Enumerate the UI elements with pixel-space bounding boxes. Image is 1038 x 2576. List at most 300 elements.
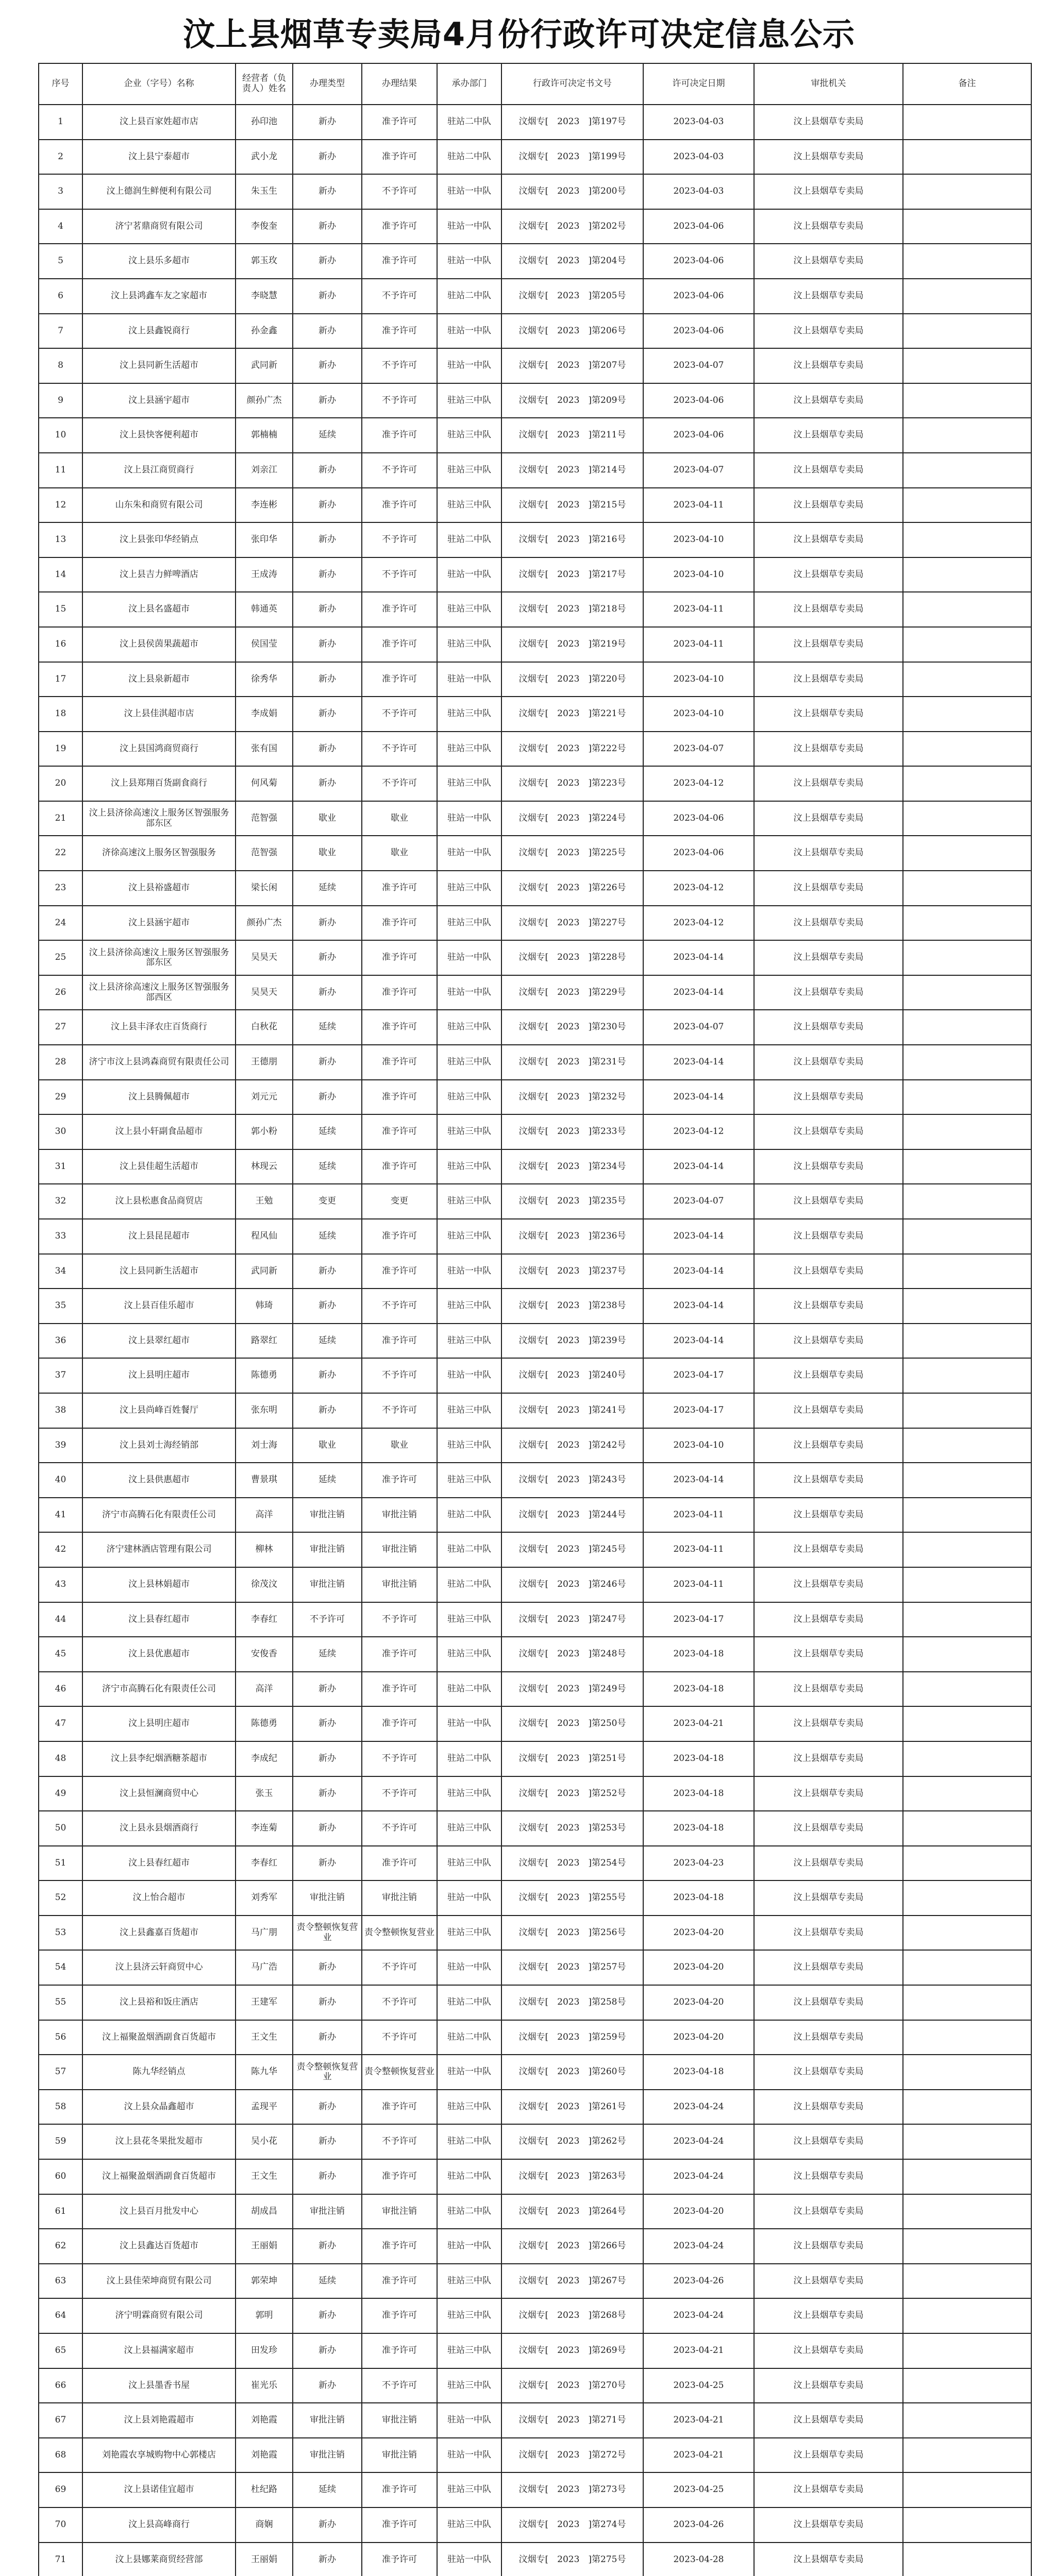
cell-seq: 55 (39, 1985, 82, 2020)
cell-operator: 程风仙 (236, 1219, 293, 1254)
cell-doc-number: 汶烟专[ 2023 ]第244号 (501, 1498, 643, 1533)
cell-date: 2023-04-07 (643, 1010, 754, 1045)
cell-seq: 12 (39, 488, 82, 523)
cell-type: 新办 (293, 2090, 362, 2125)
cell-doc-number: 汶烟专[ 2023 ]第250号 (501, 1706, 643, 1741)
cell-authority: 汶上县烟草专卖局 (754, 1463, 903, 1498)
cell-seq: 60 (39, 2159, 82, 2194)
cell-seq: 11 (39, 453, 82, 488)
cell-result: 准予许可 (362, 1149, 437, 1184)
table-row (39, 1916, 1031, 1951)
cell-authority: 汶上县烟草专卖局 (754, 2438, 903, 2473)
cell-result: 准予许可 (362, 627, 437, 662)
cell-doc-number: 汶烟专[ 2023 ]第240号 (501, 1358, 643, 1393)
table-row (39, 1393, 1031, 1428)
cell-company: 济宁市高腾石化有限责任公司 (82, 1498, 236, 1533)
table-row (39, 801, 1031, 836)
cell-operator: 张有国 (236, 732, 293, 767)
cell-doc-number: 汶烟专[ 2023 ]第242号 (501, 1428, 643, 1463)
cell-authority: 汶上县烟草专卖局 (754, 209, 903, 244)
cell-type: 新办 (293, 2159, 362, 2194)
cell-remarks (903, 2507, 1031, 2543)
cell-authority: 汶上县烟草专卖局 (754, 1567, 903, 1602)
cell-date: 2023-04-26 (643, 2507, 754, 2543)
cell-remarks (903, 732, 1031, 767)
cell-type: 审批注销 (293, 1567, 362, 1602)
cell-result: 准予许可 (362, 1080, 437, 1115)
table-row (39, 1289, 1031, 1324)
cell-company: 汶上县名盛超市 (82, 592, 236, 627)
table-row (39, 906, 1031, 941)
cell-seq: 5 (39, 244, 82, 279)
header-company: 企业（字号）名称 (82, 63, 236, 105)
cell-authority: 汶上县烟草专卖局 (754, 1776, 903, 1811)
cell-company: 汶上县林娟超市 (82, 1567, 236, 1602)
cell-doc-number: 汶烟专[ 2023 ]第257号 (501, 1950, 643, 1985)
cell-seq: 31 (39, 1149, 82, 1184)
cell-remarks (903, 1184, 1031, 1219)
cell-date: 2023-04-06 (643, 801, 754, 836)
cell-date: 2023-04-12 (643, 906, 754, 941)
cell-date: 2023-04-17 (643, 1393, 754, 1428)
table-row (39, 2055, 1031, 2090)
cell-result: 准予许可 (362, 2229, 437, 2264)
cell-remarks (903, 1602, 1031, 1637)
cell-type: 新办 (293, 1985, 362, 2020)
cell-department: 驻站一中队 (437, 1358, 501, 1393)
table-row (39, 1114, 1031, 1149)
table-row (39, 209, 1031, 244)
cell-authority: 汶上县烟草专卖局 (754, 488, 903, 523)
cell-date: 2023-04-10 (643, 522, 754, 557)
cell-remarks (903, 940, 1031, 975)
table-row (39, 766, 1031, 801)
cell-type: 歇业 (293, 1428, 362, 1463)
cell-seq: 13 (39, 522, 82, 557)
cell-operator: 郭小粉 (236, 1114, 293, 1149)
cell-operator: 王丽娟 (236, 2229, 293, 2264)
cell-type: 新办 (293, 209, 362, 244)
cell-company: 汶上县墨香书屋 (82, 2368, 236, 2403)
cell-department: 驻站二中队 (437, 2020, 501, 2055)
table-row (39, 1463, 1031, 1498)
cell-department: 驻站三中队 (437, 906, 501, 941)
cell-result: 责令整顿恢复营业 (362, 1916, 437, 1951)
cell-type: 延续 (293, 1149, 362, 1184)
cell-type: 新办 (293, 1358, 362, 1393)
cell-operator: 刘艳霞 (236, 2403, 293, 2438)
cell-department: 驻站三中队 (437, 2333, 501, 2368)
cell-remarks (903, 1880, 1031, 1916)
table-row (39, 140, 1031, 175)
cell-type: 新办 (293, 592, 362, 627)
cell-authority: 汶上县烟草专卖局 (754, 418, 903, 453)
cell-result: 准予许可 (362, 662, 437, 697)
table-row (39, 2090, 1031, 2125)
cell-company: 汶上县泉新超市 (82, 662, 236, 697)
table-row (39, 2368, 1031, 2403)
cell-department: 驻站二中队 (437, 1741, 501, 1776)
cell-operator: 王德朋 (236, 1045, 293, 1080)
cell-seq: 61 (39, 2194, 82, 2229)
cell-authority: 汶上县烟草专卖局 (754, 732, 903, 767)
cell-date: 2023-04-07 (643, 348, 754, 383)
cell-department: 驻站二中队 (437, 140, 501, 175)
cell-remarks (903, 1149, 1031, 1184)
cell-company: 汶上县高峰商行 (82, 2507, 236, 2543)
table-row (39, 1254, 1031, 1289)
cell-result: 准予许可 (362, 1637, 437, 1672)
cell-remarks (903, 1741, 1031, 1776)
cell-company: 汶上县济徐高速汶上服务区智强服务部西区 (82, 975, 236, 1010)
header-type: 办理类型 (293, 63, 362, 105)
cell-remarks (903, 1114, 1031, 1149)
cell-remarks (903, 1080, 1031, 1115)
cell-authority: 汶上县烟草专卖局 (754, 2020, 903, 2055)
cell-operator: 刘亲江 (236, 453, 293, 488)
cell-result: 准予许可 (362, 1846, 437, 1881)
cell-company: 汶上怡合超市 (82, 1880, 236, 1916)
cell-type: 新办 (293, 766, 362, 801)
cell-company: 汶上县花冬果批发超市 (82, 2124, 236, 2159)
cell-result: 不予许可 (362, 2124, 437, 2159)
cell-doc-number: 汶烟专[ 2023 ]第259号 (501, 2020, 643, 2055)
cell-date: 2023-04-18 (643, 1637, 754, 1672)
cell-department: 驻站三中队 (437, 418, 501, 453)
cell-remarks (903, 592, 1031, 627)
cell-result: 准予许可 (362, 1672, 437, 1707)
cell-type: 变更 (293, 1184, 362, 1219)
cell-result: 准予许可 (362, 871, 437, 906)
cell-type: 新办 (293, 2020, 362, 2055)
cell-result: 不予许可 (362, 383, 437, 418)
cell-seq: 10 (39, 418, 82, 453)
cell-seq: 15 (39, 592, 82, 627)
cell-seq: 40 (39, 1463, 82, 1498)
cell-result: 审批注销 (362, 1532, 437, 1567)
cell-company: 汶上县诺佳宜超市 (82, 2472, 236, 2507)
cell-seq: 42 (39, 1532, 82, 1567)
cell-operator: 白秋花 (236, 1010, 293, 1045)
cell-result: 准予许可 (362, 940, 437, 975)
cell-date: 2023-04-18 (643, 1811, 754, 1846)
cell-remarks (903, 2055, 1031, 2090)
cell-date: 2023-04-14 (643, 1254, 754, 1289)
cell-type: 新办 (293, 662, 362, 697)
cell-remarks (903, 314, 1031, 349)
cell-operator: 颜孙广杰 (236, 383, 293, 418)
table-row (39, 1010, 1031, 1045)
cell-seq: 7 (39, 314, 82, 349)
cell-result: 责令整顿恢复营业 (362, 2055, 437, 2090)
cell-company: 汶上县佳淇超市店 (82, 697, 236, 732)
cell-type: 新办 (293, 314, 362, 349)
cell-authority: 汶上县烟草专卖局 (754, 2194, 903, 2229)
cell-date: 2023-04-06 (643, 314, 754, 349)
cell-operator: 李俊奎 (236, 209, 293, 244)
cell-operator: 胡成昌 (236, 2194, 293, 2229)
table-row (39, 1498, 1031, 1533)
cell-result: 不予许可 (362, 1985, 437, 2020)
cell-doc-number: 汶烟专[ 2023 ]第269号 (501, 2333, 643, 2368)
cell-department: 驻站三中队 (437, 488, 501, 523)
header-operator: 经营者（负责人）姓名 (236, 63, 293, 105)
cell-remarks (903, 418, 1031, 453)
cell-operator: 李成娟 (236, 697, 293, 732)
cell-remarks (903, 279, 1031, 314)
cell-date: 2023-04-14 (643, 940, 754, 975)
cell-authority: 汶上县烟草专卖局 (754, 2368, 903, 2403)
cell-company: 济宁明霖商贸有限公司 (82, 2298, 236, 2333)
table-row (39, 488, 1031, 523)
cell-doc-number: 汶烟专[ 2023 ]第205号 (501, 279, 643, 314)
cell-type: 新办 (293, 488, 362, 523)
cell-company: 汶上县济徐高速汶上服务区智强服务部东区 (82, 940, 236, 975)
cell-company: 汶上县宁泰超市 (82, 140, 236, 175)
cell-department: 驻站二中队 (437, 2159, 501, 2194)
cell-authority: 汶上县烟草专卖局 (754, 1916, 903, 1951)
cell-remarks (903, 453, 1031, 488)
cell-operator: 王勉 (236, 1184, 293, 1219)
cell-operator: 李成纪 (236, 1741, 293, 1776)
cell-doc-number: 汶烟专[ 2023 ]第248号 (501, 1637, 643, 1672)
cell-company: 汶上县刘艳霞超市 (82, 2403, 236, 2438)
cell-remarks (903, 2194, 1031, 2229)
cell-date: 2023-04-14 (643, 1219, 754, 1254)
cell-doc-number: 汶烟专[ 2023 ]第232号 (501, 1080, 643, 1115)
table-row (39, 1985, 1031, 2020)
cell-remarks (903, 2229, 1031, 2264)
cell-type: 新办 (293, 557, 362, 592)
cell-company: 济宁茗鼎商贸有限公司 (82, 209, 236, 244)
cell-doc-number: 汶烟专[ 2023 ]第216号 (501, 522, 643, 557)
cell-department: 驻站三中队 (437, 383, 501, 418)
cell-doc-number: 汶烟专[ 2023 ]第274号 (501, 2507, 643, 2543)
table-row (39, 2543, 1031, 2576)
table-row (39, 1637, 1031, 1672)
cell-department: 驻站一中队 (437, 1254, 501, 1289)
cell-result: 准予许可 (362, 1463, 437, 1498)
cell-result: 不予许可 (362, 2368, 437, 2403)
cell-authority: 汶上县烟草专卖局 (754, 766, 903, 801)
cell-authority: 汶上县烟草专卖局 (754, 1672, 903, 1707)
table-row (39, 1602, 1031, 1637)
cell-operator: 张印华 (236, 522, 293, 557)
cell-operator: 林现云 (236, 1149, 293, 1184)
cell-doc-number: 汶烟专[ 2023 ]第271号 (501, 2403, 643, 2438)
cell-company: 汶上县乐多超市 (82, 244, 236, 279)
cell-company: 汶上县百佳乐超市 (82, 1289, 236, 1324)
cell-remarks (903, 1324, 1031, 1359)
cell-seq: 14 (39, 557, 82, 592)
cell-operator: 刘元元 (236, 1080, 293, 1115)
cell-remarks (903, 2333, 1031, 2368)
cell-type: 延续 (293, 871, 362, 906)
cell-company: 汶上县快客便利超市 (82, 418, 236, 453)
cell-department: 驻站一中队 (437, 1706, 501, 1741)
cell-date: 2023-04-11 (643, 1567, 754, 1602)
cell-type: 新办 (293, 522, 362, 557)
cell-authority: 汶上县烟草专卖局 (754, 1184, 903, 1219)
cell-result: 不予许可 (362, 1289, 437, 1324)
cell-remarks (903, 557, 1031, 592)
cell-doc-number: 汶烟专[ 2023 ]第206号 (501, 314, 643, 349)
cell-doc-number: 汶烟专[ 2023 ]第235号 (501, 1184, 643, 1219)
cell-remarks (903, 1985, 1031, 2020)
table-row (39, 871, 1031, 906)
cell-result: 准予许可 (362, 1706, 437, 1741)
table-row (39, 2438, 1031, 2473)
cell-date: 2023-04-03 (643, 105, 754, 140)
cell-result: 不予许可 (362, 1358, 437, 1393)
cell-seq: 45 (39, 1637, 82, 1672)
cell-company: 汶上县张印华经销点 (82, 522, 236, 557)
cell-result: 不予许可 (362, 766, 437, 801)
cell-result: 不予许可 (362, 1950, 437, 1985)
cell-result: 准予许可 (362, 1324, 437, 1359)
cell-department: 驻站三中队 (437, 1045, 501, 1080)
cell-remarks (903, 1637, 1031, 1672)
cell-seq: 41 (39, 1498, 82, 1533)
cell-department: 驻站二中队 (437, 279, 501, 314)
cell-company: 汶上县吉力鲜啤酒店 (82, 557, 236, 592)
cell-operator: 刘秀军 (236, 1880, 293, 1916)
cell-date: 2023-04-20 (643, 1950, 754, 1985)
cell-date: 2023-04-14 (643, 1324, 754, 1359)
cell-remarks (903, 2159, 1031, 2194)
cell-department: 驻站三中队 (437, 1219, 501, 1254)
cell-department: 驻站二中队 (437, 522, 501, 557)
table-row (39, 1706, 1031, 1741)
cell-authority: 汶上县烟草专卖局 (754, 662, 903, 697)
table-row (39, 174, 1031, 209)
cell-operator: 徐茂汶 (236, 1567, 293, 1602)
cell-company: 汶上县春红超市 (82, 1846, 236, 1881)
cell-department: 驻站一中队 (437, 314, 501, 349)
table-row (39, 2472, 1031, 2507)
cell-doc-number: 汶烟专[ 2023 ]第228号 (501, 940, 643, 975)
cell-result: 准予许可 (362, 2264, 437, 2299)
cell-type: 新办 (293, 1393, 362, 1428)
cell-type: 延续 (293, 1463, 362, 1498)
cell-result: 准予许可 (362, 2159, 437, 2194)
cell-doc-number: 汶烟专[ 2023 ]第239号 (501, 1324, 643, 1359)
header-authority: 审批机关 (754, 63, 903, 105)
cell-result: 准予许可 (362, 1254, 437, 1289)
cell-company: 刘艳霞农享城购物中心郭楼店 (82, 2438, 236, 2473)
cell-type: 新办 (293, 383, 362, 418)
cell-authority: 汶上县烟草专卖局 (754, 1149, 903, 1184)
cell-seq: 34 (39, 1254, 82, 1289)
cell-company: 汶上县李纪烟酒糖茶超市 (82, 1741, 236, 1776)
cell-authority: 汶上县烟草专卖局 (754, 2403, 903, 2438)
cell-doc-number: 汶烟专[ 2023 ]第214号 (501, 453, 643, 488)
cell-doc-number: 汶烟专[ 2023 ]第252号 (501, 1776, 643, 1811)
cell-company: 汶上县明庄超市 (82, 1706, 236, 1741)
cell-department: 驻站一中队 (437, 2403, 501, 2438)
cell-remarks (903, 2472, 1031, 2507)
cell-type: 新办 (293, 174, 362, 209)
table-row (39, 1080, 1031, 1115)
cell-authority: 汶上县烟草专卖局 (754, 836, 903, 871)
cell-company: 汶上县济徐高速汶上服务区智强服务部东区 (82, 801, 236, 836)
cell-type: 责令整顿恢复营业 (293, 2055, 362, 2090)
cell-remarks (903, 1428, 1031, 1463)
header-seq: 序号 (39, 63, 82, 105)
cell-company: 汶上县春红超市 (82, 1602, 236, 1637)
cell-result: 准予许可 (362, 1219, 437, 1254)
cell-doc-number: 汶烟专[ 2023 ]第227号 (501, 906, 643, 941)
cell-operator: 李连菊 (236, 1811, 293, 1846)
cell-type: 新办 (293, 2368, 362, 2403)
cell-department: 驻站三中队 (437, 1916, 501, 1951)
cell-company: 汶上县佳超生活超市 (82, 1149, 236, 1184)
cell-authority: 汶上县烟草专卖局 (754, 174, 903, 209)
cell-authority: 汶上县烟草专卖局 (754, 1358, 903, 1393)
cell-department: 驻站一中队 (437, 244, 501, 279)
cell-seq: 43 (39, 1567, 82, 1602)
cell-result: 不予许可 (362, 1776, 437, 1811)
cell-date: 2023-04-12 (643, 1114, 754, 1149)
cell-authority: 汶上县烟草专卖局 (754, 2507, 903, 2543)
cell-authority: 汶上县烟草专卖局 (754, 2124, 903, 2159)
table-row (39, 2229, 1031, 2264)
page-title: 汶上县烟草专卖局4月份行政许可决定信息公示 (182, 15, 856, 53)
cell-department: 驻站一中队 (437, 557, 501, 592)
cell-operator: 柳林 (236, 1532, 293, 1567)
cell-seq: 6 (39, 279, 82, 314)
cell-company: 济宁市汶上县鸿森商贸有限责任公司 (82, 1045, 236, 1080)
cell-company: 汶上县昆昆超市 (82, 1219, 236, 1254)
cell-remarks (903, 1672, 1031, 1707)
table-row (39, 836, 1031, 871)
cell-department: 驻站三中队 (437, 1324, 501, 1359)
cell-department: 驻站一中队 (437, 836, 501, 871)
cell-remarks (903, 766, 1031, 801)
table-row (39, 348, 1031, 383)
cell-date: 2023-04-21 (643, 2438, 754, 2473)
cell-operator: 陈德勇 (236, 1358, 293, 1393)
cell-authority: 汶上县烟草专卖局 (754, 557, 903, 592)
cell-result: 不予许可 (362, 348, 437, 383)
cell-date: 2023-04-03 (643, 174, 754, 209)
cell-company: 济宁市高腾石化有限责任公司 (82, 1672, 236, 1707)
table-row (39, 1219, 1031, 1254)
table-row (39, 2124, 1031, 2159)
cell-date: 2023-04-14 (643, 1463, 754, 1498)
cell-doc-number: 汶烟专[ 2023 ]第260号 (501, 2055, 643, 2090)
cell-operator: 李晓慧 (236, 279, 293, 314)
cell-result: 准予许可 (362, 1045, 437, 1080)
cell-result: 准予许可 (362, 209, 437, 244)
cell-department: 驻站一中队 (437, 2543, 501, 2576)
cell-doc-number: 汶烟专[ 2023 ]第226号 (501, 871, 643, 906)
cell-company: 汶上县众晶鑫超市 (82, 2090, 236, 2125)
table-row (39, 2194, 1031, 2229)
cell-date: 2023-04-12 (643, 766, 754, 801)
cell-type: 新办 (293, 1811, 362, 1846)
cell-remarks (903, 1045, 1031, 1080)
table-row (39, 2020, 1031, 2055)
cell-authority: 汶上县烟草专卖局 (754, 1324, 903, 1359)
cell-operator: 李春红 (236, 1846, 293, 1881)
cell-department: 驻站三中队 (437, 766, 501, 801)
cell-date: 2023-04-06 (643, 383, 754, 418)
cell-operator: 孙金鑫 (236, 314, 293, 349)
cell-authority: 汶上县烟草专卖局 (754, 1985, 903, 2020)
cell-date: 2023-04-28 (643, 2543, 754, 2576)
cell-company: 汶上县同新生活超市 (82, 1254, 236, 1289)
